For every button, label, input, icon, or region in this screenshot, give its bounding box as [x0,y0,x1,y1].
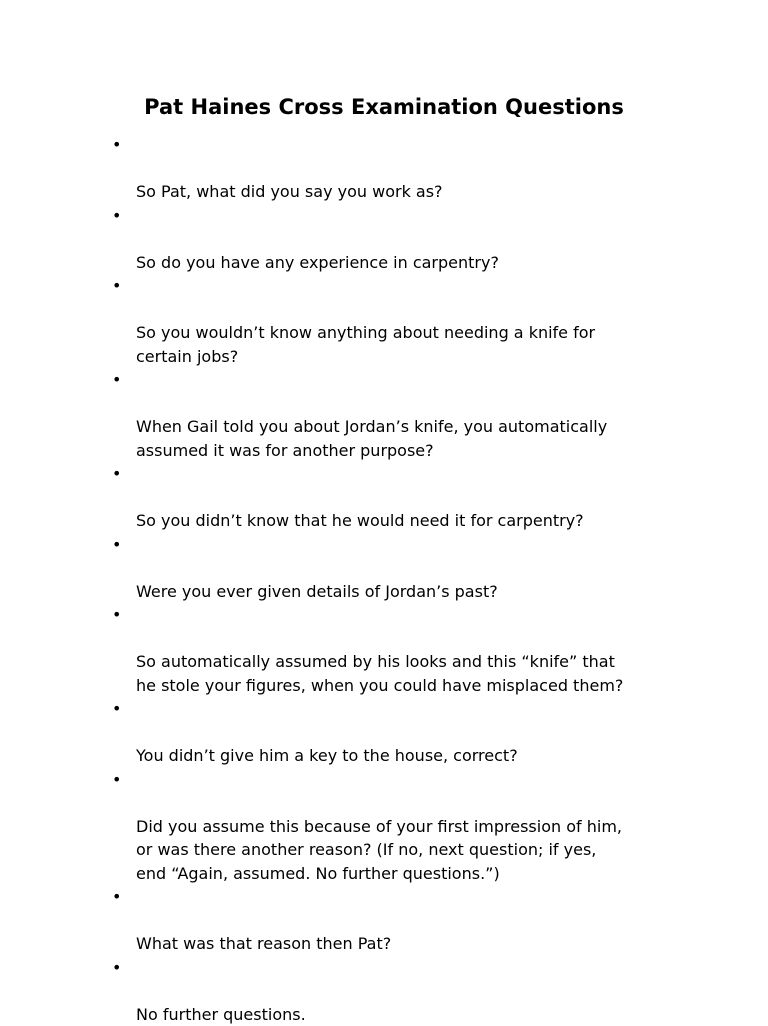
bullet-icon: • [112,603,136,627]
question-item [112,533,692,604]
question-text: You didn’t give him a key to the house, correct? [136,746,518,765]
question-item [112,204,692,275]
question-text: What was that reason then Pat? [136,934,391,953]
bullet-icon: • [112,368,136,392]
question-item [112,368,692,462]
bullet-icon: • [112,768,136,792]
document-title: Pat Haines Cross Examination Questions [0,90,768,124]
question-item [112,603,692,697]
question-text: So you wouldn’t know anything about needing a knife for certain jobs? [136,323,595,366]
question-item [112,768,692,886]
question-item [112,133,692,204]
question-item [112,885,692,956]
question-text: Were you ever given details of Jordan’s past? [136,582,498,601]
question-item [112,697,692,768]
bullet-icon: • [112,697,136,721]
bullet-icon: • [112,885,136,909]
question-text: So you didn’t know that he would need it for carpentry? [136,511,584,530]
question-text: No further questions. [136,1005,306,1024]
question-text: When Gail told you about Jordan’s knife, you automatically assumed it was for another purpose? [136,417,607,460]
question-list [112,133,692,1026]
question-text: So automatically assumed by his looks and this “knife” that he stole your figures, when you could have misplaced them? [136,652,623,695]
bullet-icon: • [112,533,136,557]
question-text: So do you have any experience in carpentry? [136,253,499,272]
question-item [112,462,692,533]
bullet-icon: • [112,274,136,298]
bullet-icon: • [112,133,136,157]
bullet-icon: • [112,956,136,980]
bullet-icon: • [112,462,136,486]
question-text: So Pat, what did you say you work as? [136,182,443,201]
bullet-icon: • [112,204,136,228]
question-item [112,956,692,1026]
question-text: Did you assume this because of your first impression of him, or was there another reason? (If no, next question; if yes, end “Again, assumed. No further questions.”) [136,817,622,883]
question-item [112,274,692,368]
